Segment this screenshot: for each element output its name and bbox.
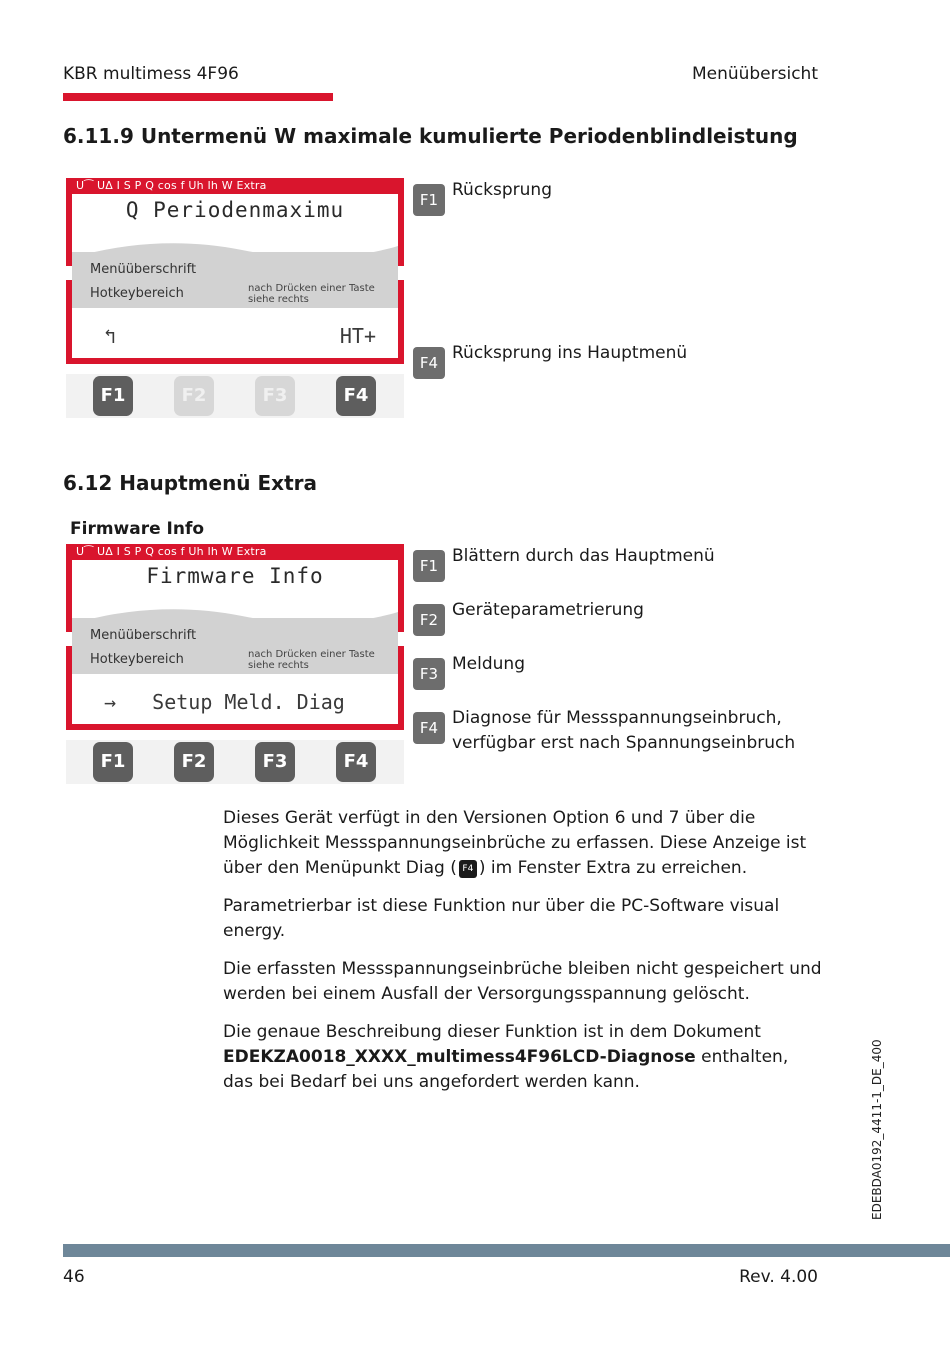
revision: Rev. 4.00 bbox=[739, 1267, 818, 1287]
key-desc: Geräteparametrierung bbox=[452, 600, 644, 620]
footer-bar bbox=[63, 1244, 950, 1257]
lcd-indicator-row: U⁀ UΔ I S P Q cos f Uh Ih W Extra bbox=[76, 179, 267, 192]
lcd-hotkey-row: → Setup Meld. Diag bbox=[104, 690, 345, 714]
header-accent-bar bbox=[63, 93, 333, 101]
lcd-menu-label: Menüüberschrift bbox=[90, 628, 197, 643]
lcd-display bbox=[66, 178, 404, 418]
key-chip-f4: F4 bbox=[413, 347, 445, 379]
lcd-display bbox=[66, 544, 404, 784]
f4-key-icon: F4 bbox=[459, 860, 477, 878]
key-desc: Rücksprung bbox=[452, 180, 552, 200]
lcd-wave-divider bbox=[72, 238, 398, 258]
subsection-title: Firmware Info bbox=[70, 519, 205, 539]
key-chip-f1: F1 bbox=[413, 184, 445, 216]
key-chip-f4: F4 bbox=[413, 712, 445, 744]
key-desc: Meldung bbox=[452, 654, 525, 674]
f1-button[interactable]: F1 bbox=[93, 742, 133, 782]
body-paragraph: Die genaue Beschreibung dieser Funktion ist in dem Dokument EDEKZA0018_XXXX_multimess4F96LCD-Diagnose enthalten, das bei Bedarf bei uns angefordert werden kann. bbox=[223, 1022, 789, 1092]
lcd-screen-title: Q Periodenmaximu bbox=[125, 198, 345, 222]
f2-button[interactable]: F2 bbox=[174, 742, 214, 782]
header-left: KBR multimess 4F96 bbox=[63, 64, 239, 84]
body-paragraph: Dieses Gerät verfügt in den Versionen Option 6 und 7 über die Möglichkeit Messspannungseinbrüche zu erfassen. Diese Anzeige ist über den Menüpunkt Diag ( F4 ) im Fenster Extra zu erreichen. bbox=[223, 808, 807, 878]
f3-button[interactable]: F3 bbox=[255, 376, 295, 416]
lcd-hotkey-ht: HT+ bbox=[339, 324, 376, 348]
f1-button[interactable]: F1 bbox=[93, 376, 133, 416]
key-desc: Rücksprung ins Hauptmenü bbox=[452, 343, 688, 363]
body-paragraph: Parametrierbar ist diese Funktion nur über die PC-Software visual energy. bbox=[223, 896, 780, 941]
lcd-wave-divider bbox=[72, 604, 398, 624]
key-desc: Diagnose für Messspannungseinbruch, verfügbar erst nach Spannungseinbruch bbox=[452, 708, 796, 753]
f4-button[interactable]: F4 bbox=[336, 742, 376, 782]
header-right: Menüübersicht bbox=[691, 64, 818, 84]
key-chip-f2: F2 bbox=[413, 604, 445, 636]
side-document-code: EDEBDA0192_4411-1_DE_400 bbox=[870, 1039, 884, 1220]
section-title: 6.11.9 Untermenü W maximale kumulierte Periodenblindleistung bbox=[63, 124, 798, 148]
lcd-hint-text: nach Drücken einer Taste siehe rechts bbox=[248, 283, 375, 305]
key-chip-f1: F1 bbox=[413, 550, 445, 582]
lcd-hint-text: nach Drücken einer Taste siehe rechts bbox=[248, 649, 375, 671]
key-desc: Blättern durch das Hauptmenü bbox=[452, 546, 715, 566]
lcd-indicator-row: U⁀ UΔ I S P Q cos f Uh Ih W Extra bbox=[76, 545, 267, 558]
section-title: 6.12 Hauptmenü Extra bbox=[63, 471, 317, 495]
f4-button[interactable]: F4 bbox=[336, 376, 376, 416]
f2-button[interactable]: F2 bbox=[174, 376, 214, 416]
page-number: 46 bbox=[63, 1267, 85, 1287]
lcd-hotkey-label: Hotkeybereich bbox=[90, 652, 184, 667]
lcd-menu-label: Menüüberschrift bbox=[90, 262, 197, 277]
document-reference: EDEKZA0018_XXXX_multimess4F96LCD-Diagnose bbox=[223, 1047, 696, 1067]
return-arrow-icon: ↰ bbox=[104, 324, 117, 348]
body-paragraph: Die erfassten Messspannungseinbrüche bleiben nicht gespeichert und werden bei einem Ausfall der Versorgungsspannung gelöscht. bbox=[223, 959, 822, 1004]
lcd-hotkey-label: Hotkeybereich bbox=[90, 286, 184, 301]
f3-button[interactable]: F3 bbox=[255, 742, 295, 782]
lcd-screen-title: Firmware Info bbox=[146, 564, 324, 588]
key-chip-f3: F3 bbox=[413, 658, 445, 690]
